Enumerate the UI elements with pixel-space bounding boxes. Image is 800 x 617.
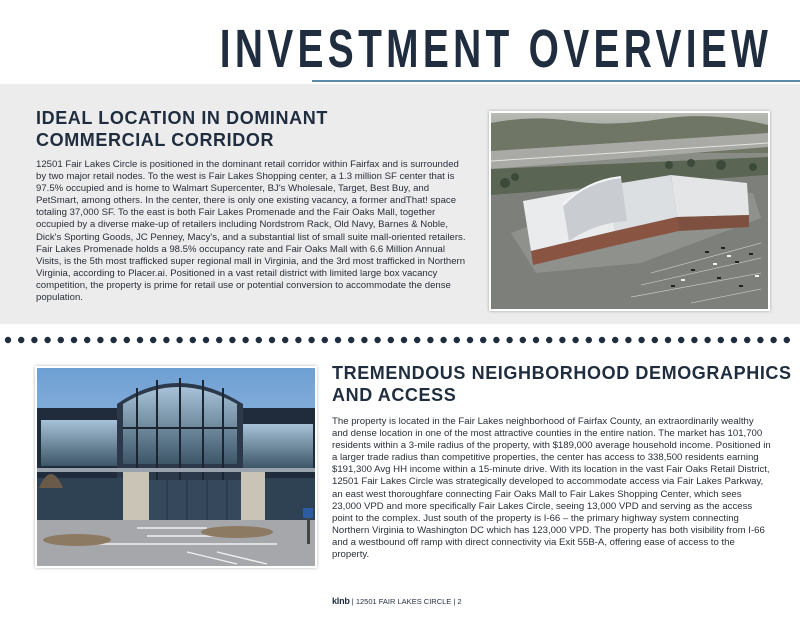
divider-dot xyxy=(612,337,618,343)
divider-dot xyxy=(718,337,724,343)
divider-dot xyxy=(572,337,578,343)
divider-dot xyxy=(731,337,737,343)
divider-dot xyxy=(322,337,328,343)
divider-dot xyxy=(506,337,512,343)
divider-dot xyxy=(269,337,275,343)
divider-dot xyxy=(203,337,209,343)
divider-dot xyxy=(84,337,90,343)
divider-dot xyxy=(163,337,169,343)
divider-dot xyxy=(704,337,710,343)
divider-dot xyxy=(176,337,182,343)
divider-dot xyxy=(493,337,499,343)
divider-dot xyxy=(691,337,697,343)
divider-dot xyxy=(520,337,526,343)
divider-dot xyxy=(335,337,341,343)
divider-dot xyxy=(361,337,367,343)
divider-dot xyxy=(295,337,301,343)
section-body-location: 12501 Fair Lakes Circle is positioned in the dominant retail corridor within Fairfax and is surrounded by two major retail nodes. To the west is Fair Lakes Shopping center, a 1.3 million SF center that is 97.5% occupied and is home to Walmart Supercenter, BJ's Wholesale, Target, Best Buy, and PetSmart, among others. In the center, there is only one existing vacancy, a former andThat! space totaling 37,000 SF. To the east is both Fair Lakes Promenade and the Fair Oaks Mall, together occupied by a diverse make-up of retailers including Nordstrom Rack, Old Navy, Barnes & Noble, Dick's Sporting Goods, JC Penney, Macy's, and a substantial list of small suite mall-oriented retailers. Fair Lakes Promenade holds a 98.5% occupancy rate and Fair Oaks Mall with 6.6 Million Annual Visits, is the 5th most trafficked super regional mall in Virginia, and the 3rd most trafficked in Northern Virginia, according to Placer.ai. Positioned in a vast retail district with limited large box vacancy competition, the property is prime for retail use or potential conversion to accommodate the dense population. xyxy=(36,159,466,304)
page-title: INVESTMENT OVERVIEW xyxy=(219,19,772,79)
divider-dot xyxy=(784,337,790,343)
divider-dot xyxy=(559,337,565,343)
dotted-divider xyxy=(0,335,800,345)
footer-brand-logo: klnb xyxy=(332,596,350,606)
divider-dot xyxy=(599,337,605,343)
title-rule xyxy=(312,80,800,82)
divider-dot xyxy=(374,337,380,343)
divider-dot xyxy=(467,337,473,343)
divider-dot xyxy=(480,337,486,343)
divider-dot xyxy=(282,337,288,343)
divider-dot xyxy=(5,337,11,343)
divider-dot xyxy=(533,337,539,343)
divider-dot xyxy=(678,337,684,343)
divider-dot xyxy=(216,337,222,343)
divider-dot xyxy=(190,337,196,343)
divider-dot xyxy=(44,337,50,343)
divider-dot xyxy=(652,337,658,343)
aerial-photo xyxy=(489,111,770,311)
divider-dot xyxy=(388,337,394,343)
divider-dot xyxy=(308,337,314,343)
divider-dot xyxy=(71,337,77,343)
divider-dot xyxy=(58,337,64,343)
divider-dot xyxy=(744,337,750,343)
divider-dot xyxy=(124,337,130,343)
divider-dot xyxy=(454,337,460,343)
divider-dot xyxy=(546,337,552,343)
divider-dot xyxy=(242,337,248,343)
section-heading-demographics: TREMENDOUS NEIGHBORHOOD DEMOGRAPHICS AND ACCESS xyxy=(332,363,792,405)
divider-dot xyxy=(110,337,116,343)
divider-dot xyxy=(440,337,446,343)
divider-dot xyxy=(625,337,631,343)
divider-dot xyxy=(757,337,763,343)
footer-text: | 12501 FAIR LAKES CIRCLE | 2 xyxy=(349,597,462,606)
divider-dot xyxy=(427,337,433,343)
divider-dot xyxy=(638,337,644,343)
divider-dot xyxy=(137,337,143,343)
divider-dot xyxy=(414,337,420,343)
section-heading-location: IDEAL LOCATION IN DOMINANT COMMERCIAL CORRIDOR xyxy=(36,108,328,150)
divider-dot xyxy=(401,337,407,343)
divider-dot xyxy=(97,337,103,343)
divider-dot xyxy=(348,337,354,343)
divider-dot xyxy=(18,337,24,343)
page-footer xyxy=(332,596,492,606)
divider-dot xyxy=(150,337,156,343)
divider-dot xyxy=(586,337,592,343)
divider-dot xyxy=(665,337,671,343)
divider-dot xyxy=(770,337,776,343)
section-body-demographics: The property is located in the Fair Lakes neighborhood of Fairfax County, an extraordinarily wealthy and dense location in one of the most attractive counties in the entire nation. The market has 101,700 residents within a 3-mile radius of the property, with $189,000 average household income. Positioned in a larger trade radius than competitive properties, the center has access to 338,500 residents earning $191,300 Avg HH income within a 15-minute drive. With its location in the vast Fair Oaks Retail District, 12501 Fair Lakes Circle was strategically developed to accommodate access via Fair Lakes Parkway, an east west thoroughfare connecting Fair Oaks Mall to Fair Lakes Shopping Center, which sees 23,000 VPD and more specifically Fair Lakes Circle, seeing 13,000 VPD and serving as the access point to the complex. Just south of the property is I-66 – the primary highway system connecting Northern Virginia to Washington DC which has 123,000 VPD. The property has both visibility from I-66 and a westbound off ramp with direct connectivity via Exit 55B-A, offering ease of access to the property. xyxy=(332,416,771,561)
divider-dot xyxy=(31,337,37,343)
divider-dot xyxy=(256,337,262,343)
mall-entrance-photo xyxy=(35,366,317,568)
divider-dot xyxy=(229,337,235,343)
